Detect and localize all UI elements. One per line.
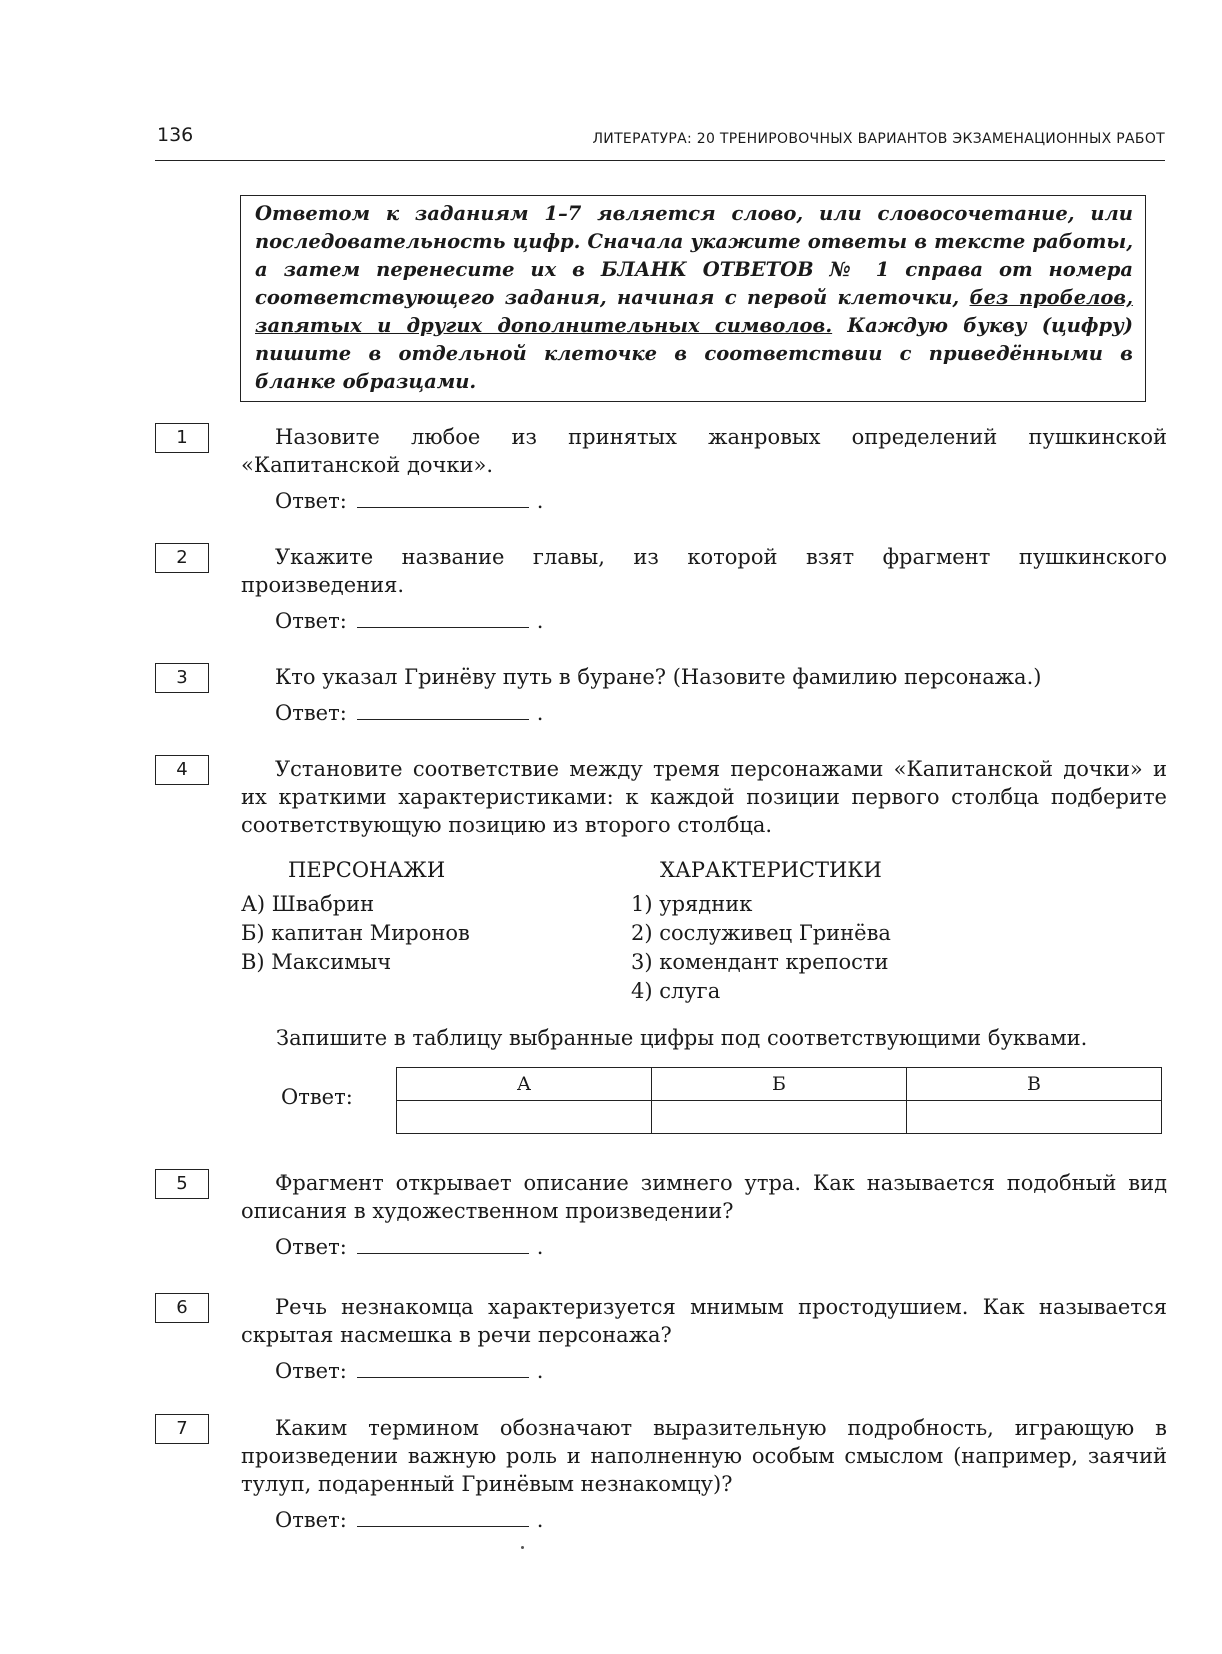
- task-number-box: 4: [155, 755, 209, 785]
- characters-list: [241, 890, 470, 977]
- stray-dot: [521, 1546, 524, 1549]
- answer-blank[interactable]: [357, 1512, 529, 1527]
- answer-row: Ответ: .: [275, 701, 544, 725]
- task-3: [155, 663, 1167, 727]
- task-2: [155, 543, 1167, 635]
- task-question: Кто указал Гринёву путь в буране? (Назовите фамилию персонажа.): [275, 665, 1042, 689]
- answer-blank[interactable]: [357, 613, 529, 628]
- running-title: ЛИТЕРАТУРА: 20 ТРЕНИРОВОЧНЫХ ВАРИАНТОВ ЭКЗАМЕНАЦИОННЫХ РАБОТ: [592, 131, 1165, 147]
- task-question: Установите соответствие между тремя персонажами «Капитанской дочки» и их краткими характеристиками: к каждой позиции первого столбца подберите соответствующую позицию из второго столбца.: [241, 757, 1167, 837]
- character-item: А) Швабрин: [241, 892, 375, 916]
- characteristic-item: 3) комендант крепости: [631, 950, 889, 974]
- task-number-box: 2: [155, 543, 209, 573]
- task-6: [155, 1293, 1167, 1385]
- table-instruction: Запишите в таблицу выбранные цифры под соответствующими буквами.: [276, 1026, 1088, 1050]
- answer-row: Ответ: .: [275, 1359, 544, 1383]
- answer-label: Ответ:: [275, 609, 347, 633]
- answer-blank[interactable]: [357, 705, 529, 720]
- instructions-text: Ответом к заданиям 1–7 является слово, или словосочетание, или последовательность цифр. Сначала укажите ответы в тексте работы, а затем перенесите их в БЛАНК ОТВЕТОВ № 1 справа от номера соответствующего задания, начиная с первой клеточки,: [255, 202, 1133, 309]
- table-header-b: Б: [652, 1068, 907, 1101]
- characteristic-item: 4) слуга: [631, 979, 721, 1003]
- answer-blank[interactable]: [357, 493, 529, 508]
- answer-blank[interactable]: [357, 1363, 529, 1378]
- task-number-box: 3: [155, 663, 209, 693]
- task-question: Фрагмент открывает описание зимнего утра. Как называется подобный вид описания в художественном произведении?: [241, 1171, 1167, 1223]
- character-item: Б) капитан Миронов: [241, 921, 470, 945]
- answer-cell-v[interactable]: [907, 1101, 1162, 1134]
- characters-header: ПЕРСОНАЖИ: [288, 858, 446, 882]
- task-4: [155, 755, 1167, 839]
- task-question: Речь незнакомца характеризуется мнимым простодушием. Как называется скрытая насмешка в речи персонажа?: [241, 1295, 1167, 1347]
- instructions-underlined: без пробелов, запятых и других дополнительных символов.: [255, 286, 1134, 337]
- instructions-box: [240, 195, 1146, 402]
- task-question: Назовите любое из принятых жанровых определений пушкинской «Капитанской дочки».: [241, 425, 1167, 477]
- characteristics-header: ХАРАКТЕРИСТИКИ: [660, 858, 882, 882]
- task-5: [155, 1169, 1167, 1261]
- answer-cell-a[interactable]: [397, 1101, 652, 1134]
- answer-cell-b[interactable]: [652, 1101, 907, 1134]
- header-rule: [155, 160, 1165, 161]
- answer-row: Ответ: .: [275, 1235, 544, 1259]
- task-number-box: 1: [155, 423, 209, 453]
- answer-row: Ответ: .: [275, 609, 544, 633]
- table-header-a: А: [397, 1068, 652, 1101]
- task-number-box: 6: [155, 1293, 209, 1323]
- page-number: 136: [157, 124, 194, 146]
- task-1: [155, 423, 1167, 515]
- character-item: В) Максимыч: [241, 950, 392, 974]
- answer-label: Ответ:: [275, 1508, 347, 1532]
- task-number-box: 5: [155, 1169, 209, 1199]
- answer-label: Ответ:: [275, 1359, 347, 1383]
- answer-label: Ответ:: [275, 489, 347, 513]
- task-question: Каким термином обозначают выразительную подробность, играющую в произведении важную роль и наполненную особым смыслом (например, заячий тулуп, подаренный Гринёвым незнакомцу)?: [241, 1416, 1167, 1496]
- answer-label: Ответ:: [275, 1235, 347, 1259]
- characteristic-item: 2) сослуживец Гринёва: [631, 921, 891, 945]
- instructions-text-end: Каждую букву (цифру) пишите в отдельной клеточке в соответствии с приведёнными в бланке образцами.: [255, 314, 1133, 393]
- characteristics-list: [631, 890, 891, 1006]
- table-header-v: В: [907, 1068, 1162, 1101]
- answer-label: Ответ:: [281, 1085, 353, 1109]
- answer-blank[interactable]: [357, 1239, 529, 1254]
- answer-table: [396, 1067, 1162, 1134]
- task-number-box: 7: [155, 1414, 209, 1444]
- characteristic-item: 1) урядник: [631, 892, 753, 916]
- answer-row: Ответ: .: [275, 1508, 544, 1532]
- task-question: Укажите название главы, из которой взят фрагмент пушкинского произведения.: [241, 545, 1167, 597]
- answer-row: Ответ: .: [275, 489, 544, 513]
- task-7: [155, 1414, 1167, 1534]
- answer-label: Ответ:: [275, 701, 347, 725]
